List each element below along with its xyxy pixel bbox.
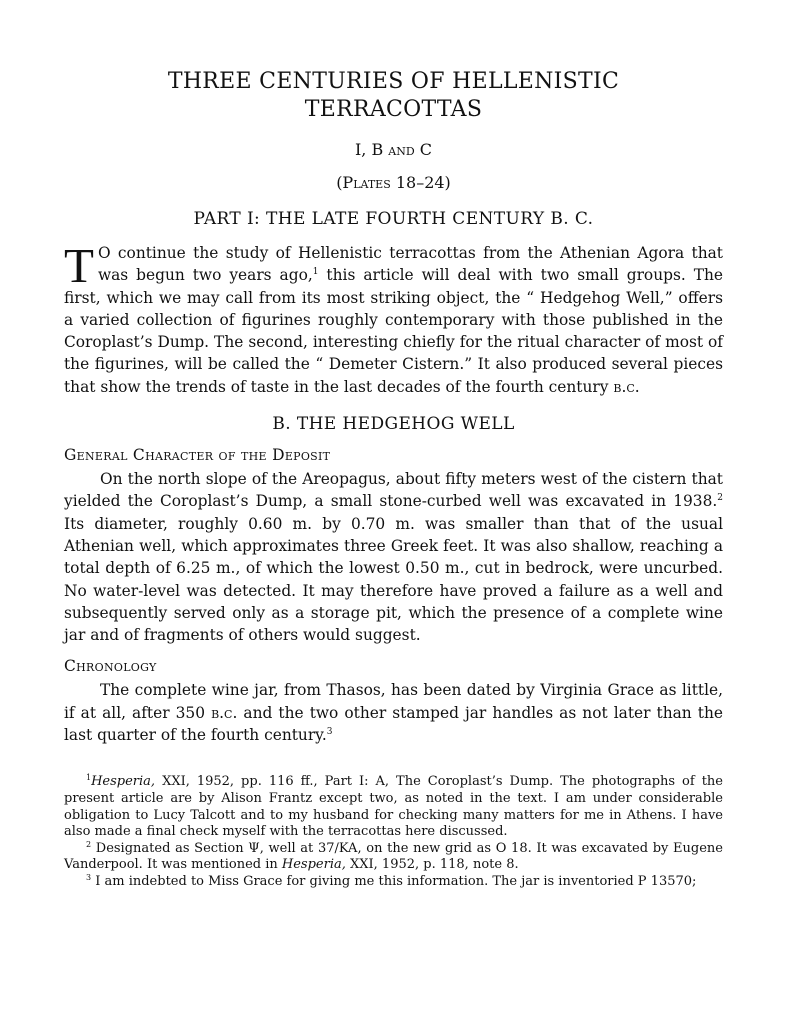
para2-bc: b.c. xyxy=(211,703,238,722)
intro-paragraph xyxy=(64,238,724,398)
plates-reference: (Plates 18–24) xyxy=(336,173,451,192)
footnote-2 xyxy=(64,841,723,874)
footnote-ref-1[interactable]: 1 xyxy=(312,267,319,278)
footnote-3-text: I am indebted to Miss Grace for giving me this information. The jar is inventoried P 13570; xyxy=(91,873,697,889)
para2-text-2: and the two other stamped jar handles as not later than the last quarter of the fourth century. xyxy=(64,703,723,745)
subtitle-small-caps: and C xyxy=(383,140,433,159)
footnote-ref-2[interactable]: 2 xyxy=(717,493,723,504)
part-heading: PART I: THE LATE FOURTH CENTURY B. C. xyxy=(193,209,594,229)
paragraph-general-character xyxy=(64,468,723,646)
drop-cap: T xyxy=(64,238,94,293)
footnote-1-journal: Hesperia, xyxy=(91,774,156,790)
footnote-1-text: XXI, 1952, pp. 116 ff., Part I: A, The Coroplast’s Dump. The photographs of the present article are by Alison Frantz except two, as noted in the text. I am under considerable obligation to Lucy Talcott and to my husband for checking many matters for me in Athens. I have also made a final check myself with the terracottas here discussed. xyxy=(64,774,723,840)
article-title xyxy=(64,68,723,124)
title-line-1: THREE CENTURIES OF HELLENISTIC xyxy=(167,69,620,94)
section-heading: B. THE HEDGEHOG WELL xyxy=(272,414,515,435)
subheading-general-character: General Character of the Deposit xyxy=(64,446,331,465)
footnote-1-number: 1 xyxy=(86,773,92,783)
title-line-2: TERRACOTTAS xyxy=(304,97,483,122)
footnote-3-number: 3 xyxy=(86,872,92,882)
footnote-3 xyxy=(64,874,723,891)
footnote-2-journal: Hesperia, xyxy=(281,857,346,873)
subheading-chronology: Chronology xyxy=(64,657,157,676)
para2-text-1: The complete wine jar, from Thasos, has been dated by Virginia Grace as little, if at all, after 350 xyxy=(64,681,723,722)
page xyxy=(64,68,723,891)
paragraph-chronology xyxy=(64,679,723,746)
para1-text-2: Its diameter, roughly 0.60 m. by 0.70 m. was smaller than that of the usual Athenian well, which approximates three Greek feet. It was also shallow, reaching a total depth of 6.25 m., of which the lowest 0.50 m., cut in bedrock, were uncurbed. No water-level was detected. It may therefore have proved a failure as a well and subsequently served only as a storage pit, which the presence of a complete wine jar and of fragments of others would suggest. xyxy=(64,514,723,645)
footnote-2-text-a: Designated as Section Ψ, well at 37/KA, on the new grid as O 18. It was excavated by Eugene Vanderpool. It was mentioned in xyxy=(64,840,723,873)
footnote-ref-3[interactable]: 3 xyxy=(326,727,333,738)
footnote-2-number: 2 xyxy=(86,839,92,849)
intro-text-2: this article will deal with two small groups. The first, which we may call from its most striking object, the “ Hedgehog Well,” offers a varied collection of figurines roughly contemporary with those published in the Coroplast’s Dump. The second, interesting chiefly for the ritual character of most of the figurines, will be called the “ Demeter Cistern.” It also produced several pieces that show the trends of taste in the last decades of the fourth century xyxy=(64,266,724,396)
footnote-2-text-b: XXI, 1952, p. 118, note 8. xyxy=(345,857,519,873)
subtitle xyxy=(64,140,723,160)
intro-bc: b.c. xyxy=(613,377,640,396)
footnotes xyxy=(64,774,723,890)
footnote-1 xyxy=(64,774,723,840)
intro-text-1: O continue the study of Hellenistic terracottas from the Athenian Agora that was begun two years ago, xyxy=(97,244,723,285)
para1-text-1: On the north slope of the Areopagus, about fifty meters west of the cistern that yielded the Coroplast’s Dump, a small stone-curbed well was excavated in 1938. xyxy=(64,470,723,511)
subtitle-main: I, B xyxy=(354,140,384,159)
